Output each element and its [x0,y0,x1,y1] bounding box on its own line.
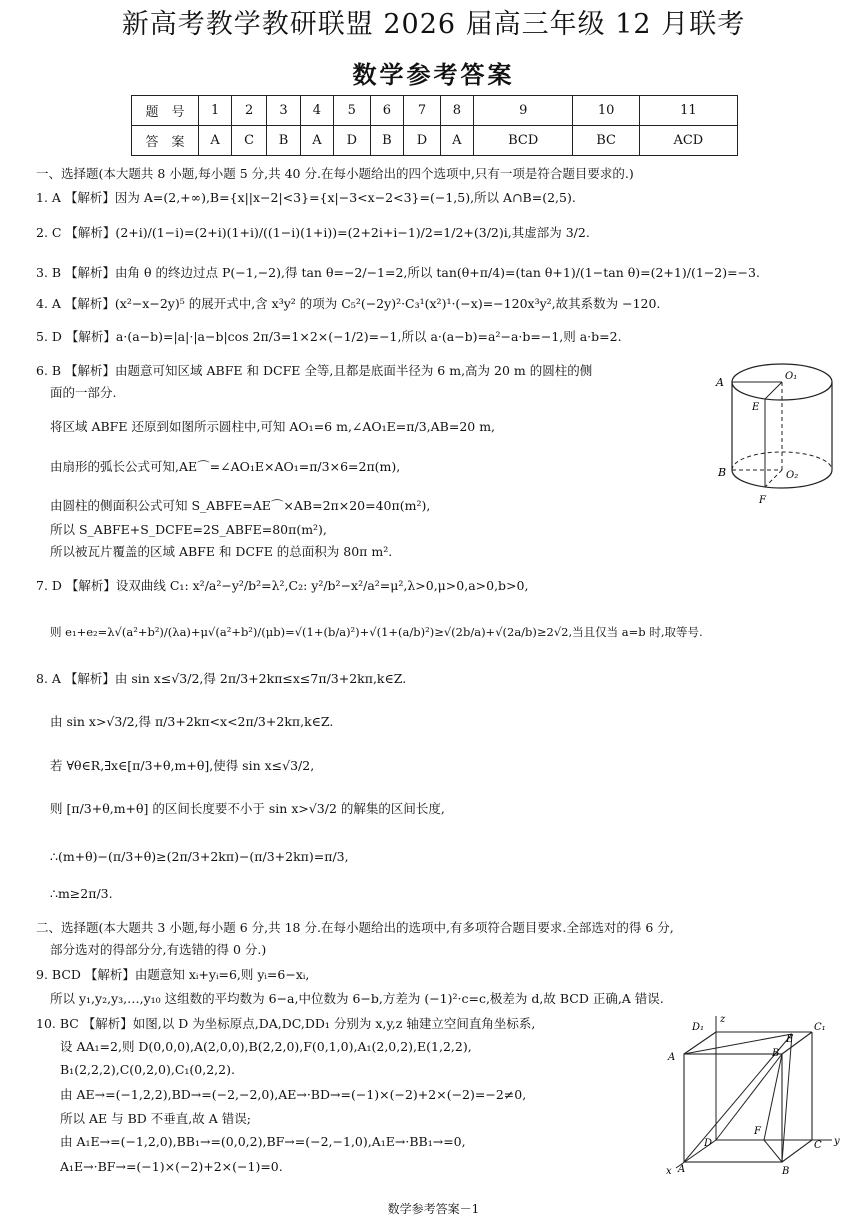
solution-line: 5. D 【解析】a·(a−b)=|a|·|a−b|cos 2π/3=1×2×(−1/2)=−1,所以 a·(a−b)=a²−a·b=−1,则 a·b=2. [36,329,622,344]
table-cell: A [199,126,232,156]
table-cell: A [440,126,473,156]
solution-line: 所以 AE 与 BD 不垂直,故 A 错误; [60,1111,251,1126]
solution-line: 7. D 【解析】设双曲线 C₁: x²/a²−y²/b²=λ²,C₂: y²/b²−x²/a²=μ²,λ>0,μ>0,a>0,b>0, [36,578,529,593]
table-cell: 1 [199,96,232,126]
figure-label: A [668,1052,676,1063]
table-answer-label: 答 案 [132,126,199,156]
figure-label: E [786,1034,794,1045]
figure-label: B [782,1166,790,1177]
table-cell: 8 [440,96,473,126]
table-cell: 5 [334,96,371,126]
table-cell: B [370,126,404,156]
solution-line: 面的一部分. [50,385,117,400]
section-heading-2-cont: 部分选对的得部分分,有选错的得 0 分.) [50,942,267,957]
solution-line: 设 AA₁=2,则 D(0,0,0),A(2,0,0),B(2,2,0),F(0,1,0),A₁(2,0,2),E(1,2,2), [60,1039,472,1054]
solution-line: 所以 S_ABFE+S_DCFE=2S_ABFE=80π(m²), [50,522,327,537]
answer-table [131,95,738,156]
solution-line: 6. B 【解析】由题意可知区域 ABFE 和 DCFE 全等,且都是底面半径为 6 m,高为 20 m 的圆柱的侧 [36,363,593,378]
figure-label: F [759,495,766,506]
figure-label: B [772,1048,780,1059]
cylinder-figure [712,355,842,515]
figure-label: D₁ [692,1022,705,1033]
solution-line: 则 e₁+e₂=λ√(a²+b²)/(λa)+μ√(a²+b²)/(μb)=√(1+(b/a)²)+√(1+(a/b)²)≥√(2b/a)+√(2a/b)≥2√2,当且仅当 a=b 时,取等号. [50,625,703,639]
table-cell: 11 [639,96,737,126]
section-heading-1: 一、选择题(本大题共 8 小题,每小题 5 分,共 40 分.在每小题给出的四个选项中,只有一项是符合题目要求的.) [36,166,634,181]
solution-line: 4. A 【解析】(x²−x−2y)⁵ 的展开式中,含 x³y² 的项为 C₅²(−2y)²·C₃¹(x²)¹·(−x)=−120x³y²,故其系数为 −120. [36,296,661,311]
table-cell: BCD [473,126,573,156]
solution-line: 由扇形的弧长公式可知,AE⌒=∠AO₁E×AO₁=π/3×6=2π(m), [50,459,401,474]
figure-label: D [704,1138,713,1149]
solution-line: 由圆柱的侧面积公式可知 S_ABFE=AE⌒×AB=2π×20=40π(m²), [50,498,431,513]
solution-line: 则 [π/3+θ,m+θ] 的区间长度要不小于 sin x>√3/2 的解集的区间长度, [50,801,445,816]
figure-label: z [720,1014,726,1025]
table-cell: 2 [232,96,267,126]
figure-label: A [716,376,724,389]
solution-line: 2. C 【解析】(2+i)/(1−i)=(2+i)(1+i)/((1−i)(1+i))=(2+2i+i−1)/2=1/2+(3/2)i,其虚部为 3/2. [36,225,590,240]
page-title: 新高考教学教研联盟 2026 届高三年级 12 月联考 [121,9,746,40]
table-cell: 3 [267,96,301,126]
section-heading-2: 二、选择题(本大题共 3 小题,每小题 6 分,共 18 分.在每小题给出的选项中,有多项符合题目要求.全部选对的得 6 分, [36,920,674,935]
figure-label: y [834,1136,840,1147]
solution-line: 所以 y₁,y₂,y₃,…,y₁₀ 这组数的平均数为 6−a,中位数为 6−b,方差为 (−1)²·c=c,极差为 d,故 BCD 正确,A 错误. [50,991,664,1006]
figure-label: F [754,1126,761,1137]
solution-line: 由 sin x>√3/2,得 π/3+2kπ<x<2π/3+2kπ,k∈Z. [50,714,334,729]
page-subtitle: 数学参考答案 [352,60,515,89]
figure-label: x [666,1166,672,1177]
cube-figure [664,1012,844,1177]
table-cell: 4 [300,96,333,126]
table-cell: BC [573,126,639,156]
answer-table-row-answers [132,126,738,156]
figure-label: A [678,1164,686,1175]
solution-line: 若 ∀θ∈R,∃x∈[π/3+θ,m+θ],使得 sin x≤√3/2, [50,758,315,773]
solution-line: ∴(m+θ)−(π/3+θ)≥(2π/3+2kπ)−(π/3+2kπ)=π/3, [50,849,349,864]
table-cell: A [300,126,333,156]
table-cell: 9 [473,96,573,126]
solution-line: 10. BC 【解析】如图,以 D 为坐标原点,DA,DC,DD₁ 分别为 x,y,z 轴建立空间直角坐标系, [36,1016,536,1031]
page-footer: 数学参考答案－1 [387,1202,480,1216]
figure-label: C₁ [814,1022,826,1033]
solution-line: A₁E→·BF→=(−1)×(−2)+2×(−1)=0. [60,1159,283,1174]
figure-label: O₁ [785,371,798,382]
figure-label: E [752,402,760,413]
table-cell: D [404,126,441,156]
figure-label: C [814,1140,822,1151]
solution-line: 由 AE→=(−1,2,2),BD→=(−2,−2,0),AE→·BD→=(−1)×(−2)+2×(−2)=−2≠0, [60,1087,527,1102]
solution-line: 1. A 【解析】因为 A=(2,+∞),B={x||x−2|<3}={x|−3<x−2<3}=(−1,5),所以 A∩B=(2,5). [36,190,576,205]
solution-line: 9. BCD 【解析】由题意知 xᵢ+yᵢ=6,则 yᵢ=6−xᵢ, [36,967,310,982]
table-head-label: 题 号 [132,96,199,126]
answer-table-row-numbers [132,96,738,126]
solution-line: 将区域 ABFE 还原到如图所示圆柱中,可知 AO₁=6 m,∠AO₁E=π/3,AB=20 m, [50,419,496,434]
figure-label: O₂ [786,470,799,481]
solution-line: 8. A 【解析】由 sin x≤√3/2,得 2π/3+2kπ≤x≤7π/3+2kπ,k∈Z. [36,671,407,686]
solution-line: 3. B 【解析】由角 θ 的终边过点 P(−1,−2),得 tan θ=−2/−1=2,所以 tan(θ+π/4)=(tan θ+1)/(1−tan θ)=(2+1)/(1−2)=−3. [36,265,760,280]
solution-line: 所以被瓦片覆盖的区域 ABFE 和 DCFE 的总面积为 80π m². [50,544,393,559]
figure-label: B [718,466,727,479]
solution-line: ∴m≥2π/3. [50,886,113,901]
table-cell: 7 [404,96,441,126]
table-cell: C [232,126,267,156]
table-cell: B [267,126,301,156]
table-cell: ACD [639,126,737,156]
table-cell: 6 [370,96,404,126]
table-cell: D [334,126,371,156]
table-cell: 10 [573,96,639,126]
solution-line: 由 A₁E→=(−1,2,0),BB₁→=(0,0,2),BF→=(−2,−1,0),A₁E→·BB₁→=0, [60,1134,466,1149]
solution-line: B₁(2,2,2),C(0,2,0),C₁(0,2,2). [60,1062,235,1077]
